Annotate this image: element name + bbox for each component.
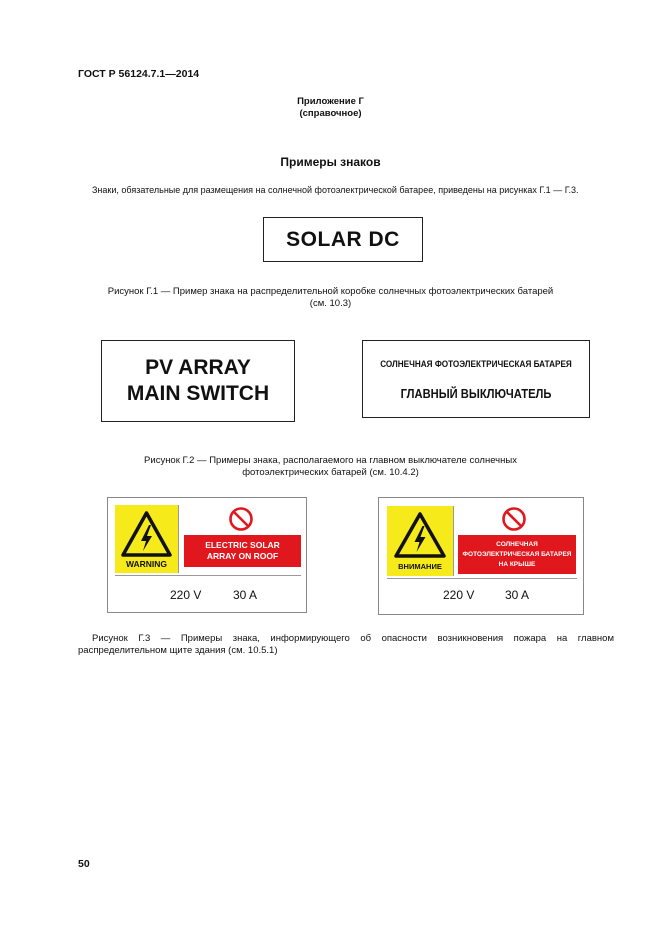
warning-panel [115,505,178,573]
red-panel-line2: ФОТОЭЛЕКТРИЧЕСКАЯ БАТАРЕЯ [462,550,572,558]
figure-1-caption-line2: (см. 10.3) [309,298,352,309]
appendix-heading [0,96,661,120]
high-voltage-icon [387,510,453,562]
current-rating: 30 A [233,588,258,602]
prohibition-icon [501,506,527,532]
red-panel-line2: ARRAY ON ROOF [206,551,279,561]
divider [387,578,577,579]
divider [115,575,301,576]
appendix-subtitle: (справочное) [299,108,362,119]
page-number: 50 [78,858,90,870]
solar-dc-text: SOLAR DC [286,227,400,251]
red-warning-panel [458,535,576,574]
warning-label: WARNING [125,559,168,569]
figure-2-caption-line1: Рисунок Г.2 — Примеры знака, располагаемого на главном выключателе солнечных [144,455,517,466]
ru-sign-line2: ГЛАВНЫЙ ВЫКЛЮЧАТЕЛЬ [400,386,552,401]
solar-dc-sign [263,217,423,262]
warning-sign-en [107,497,307,613]
section-title: Примеры знаков [280,155,381,169]
figure-2-caption [60,455,601,479]
red-panel-line1: ELECTRIC SOLAR [205,540,280,550]
appendix-title: Приложение Г [297,96,364,107]
warning-panel [387,506,453,576]
ru-main-switch-sign [362,340,590,418]
standard-header: ГОСТ Р 56124.7.1—2014 [78,68,200,80]
divider [453,506,454,576]
prohibition-icon [228,506,254,532]
figure-2-caption-line2: фотоэлектрических батарей (см. 10.4.2) [242,467,419,478]
red-panel-line3: НА КРЫШЕ [498,560,536,568]
red-panel-line1: СОЛНЕЧНАЯ [496,540,538,548]
current-rating: 30 A [505,588,530,602]
figure-3-caption: Рисунок Г.3 — Примеры знака, информирующего об опасности возникновения пожара на главном распределительном щите здания (см. 10.5.1) [78,633,614,656]
divider [178,505,179,573]
pv-sign-line1: PV ARRAY [145,356,251,379]
red-warning-panel [184,535,301,567]
voltage-rating: 220 V [170,588,202,602]
high-voltage-icon [115,509,178,561]
figure-1-caption [40,286,621,310]
warning-label: ВНИМАНИЕ [398,562,442,571]
pv-sign-line2: MAIN SWITCH [126,382,270,405]
figure-1-caption-line1: Рисунок Г.1 — Пример знака на распределительной коробке солнечных фотоэлектрических батарей [107,286,554,297]
ru-sign-line1: СОЛНЕЧНАЯ ФОТОЭЛЕКТРИЧЕСКАЯ БАТАРЕЯ [380,359,572,370]
voltage-rating: 220 V [443,588,475,602]
warning-sign-ru [378,497,584,615]
intro-paragraph: Знаки, обязательные для размещения на солнечной фотоэлектрической батарее, приведены на рисунках Г.1 — Г.3. [92,185,579,195]
pv-array-main-switch-sign [101,340,295,422]
